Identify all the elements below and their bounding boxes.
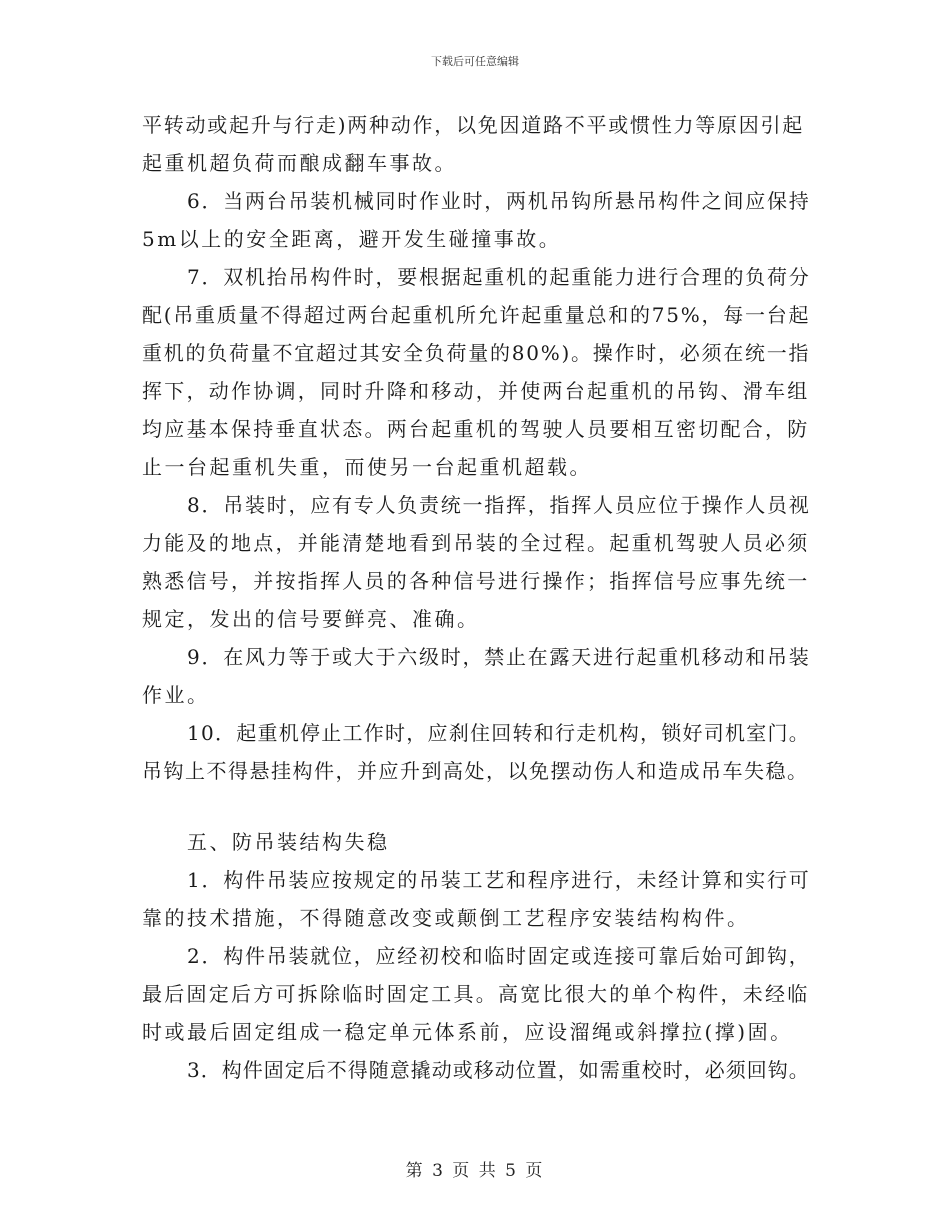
page-header: 下载后可任意编辑: [431, 55, 519, 68]
text-line: 作业。: [142, 683, 210, 707]
page-footer: 第 3 页 共 5 页: [405, 1161, 545, 1181]
text-line: 7．双机抬吊构件时，要根据起重机的起重能力进行合理的负荷分: [187, 265, 811, 289]
text-line: 起重机超负荷而酿成翻车事故。: [142, 151, 457, 175]
text-line: 3．构件固定后不得随意撬动或移动位置，如需重校时，必须回钩。: [187, 1058, 810, 1082]
text-line: 时或最后固定组成一稳定单元体系前，应设溜绳或斜撑拉(撑)固。: [142, 1020, 793, 1044]
text-line: 靠的技术措施，不得随意改变或颠倒工艺程序安装结构构件。: [142, 906, 750, 930]
text-line: 规定，发出的信号要鲜亮、准确。: [142, 607, 480, 631]
text-line: 9．在风力等于或大于六级时，禁止在露天进行起重机移动和吊装: [187, 645, 811, 669]
text-line: 吊钩上不得悬挂构件，并应升到高处，以免摆动伤人和造成吊车失稳。: [142, 759, 809, 783]
text-line: 1．构件吊装应按规定的吊装工艺和程序进行，未经计算和实行可: [187, 868, 811, 892]
text-line: 6．当两台吊装机械同时作业时，两机吊钩所悬吊构件之间应保持: [187, 189, 811, 213]
text-line: 8．吊装时，应有专人负责统一指挥，指挥人员应位于操作人员视: [187, 493, 811, 517]
text-line: 最后固定后方可拆除临时固定工具。高宽比很大的单个构件，未经临: [142, 982, 810, 1006]
text-line: 2．构件吊装就位，应经初校和临时固定或连接可靠后始可卸钩，: [187, 944, 811, 968]
text-line: 止一台起重机失重，而使另一台起重机超载。: [142, 455, 592, 479]
text-line: 挥下，动作协调，同时升降和移动，并使两台起重机的吊钩、滑车组: [142, 379, 810, 403]
section-heading: 五、防吊装结构失稳: [187, 830, 390, 854]
text-line: 均应基本保持垂直状态。两台起重机的驾驶人员要相互密切配合，防: [142, 417, 810, 441]
text-line: 熟悉信号，并按指挥人员的各种信号进行操作；指挥信号应事先统一: [142, 569, 810, 593]
text-line: 5m以上的安全距离，避开发生碰撞事故。: [142, 227, 562, 251]
text-line: 配(吊重质量不得超过两台起重机所允许起重量总和的75%，每一台起: [142, 303, 811, 327]
text-line: 重机的负荷量不宜超过其安全负荷量的80%)。操作时，必须在统一指: [142, 341, 811, 365]
text-line: 力能及的地点，并能清楚地看到吊装的全过程。起重机驾驶人员必须: [142, 531, 810, 555]
text-line: 平转动或起升与行走)两种动作，以免因道路不平或惯性力等原因引起: [142, 113, 805, 137]
text-line: 10．起重机停止工作时，应刹住回转和行走机构，锁好司机室门。: [187, 721, 810, 745]
